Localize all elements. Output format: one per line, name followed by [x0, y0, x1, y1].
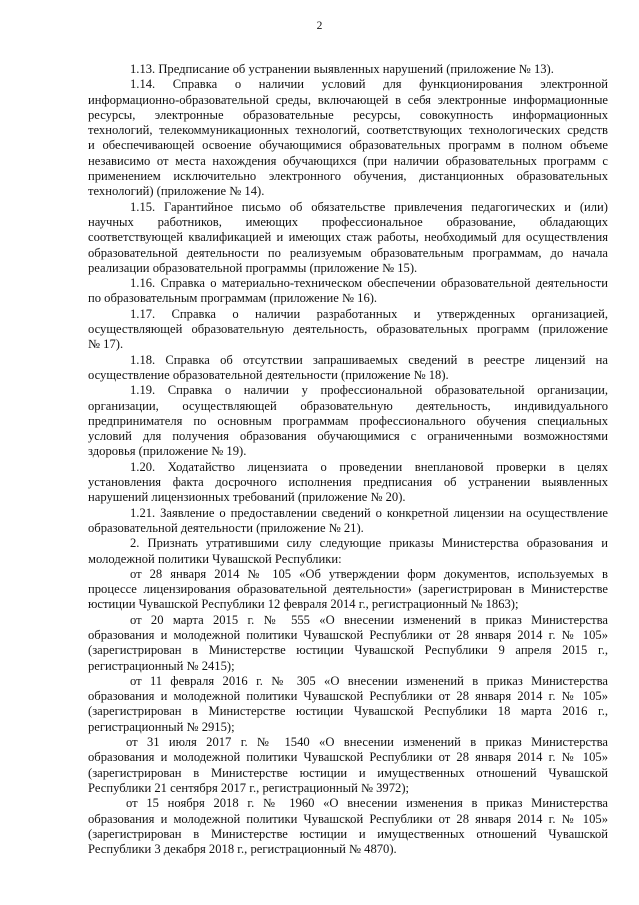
paragraph-line: 1.16. Справка о материально-техническом обеспечении образовательной деятельности: [130, 276, 608, 291]
paragraph-line: и обеспечивающей освоение обучающимися образовательных программ в полном объеме: [88, 138, 608, 153]
page-number: 2: [316, 20, 323, 32]
paragraph-line: регистрационный № 2415);: [88, 658, 235, 673]
paragraph-line: от 15 ноября 2018 г. № 1960 «О внесении изменения в приказ Министерства: [126, 796, 608, 811]
document-paragraph: [88, 460, 608, 506]
paragraph-line: юстиции Чувашской Республики 12 февраля 2014 г., регистрационный № 1863);: [88, 597, 519, 612]
paragraph-line: (зарегистрирован в Министерстве юстиции Чувашской Республики 9 апреля 2015 г.,: [88, 643, 608, 658]
paragraph-line: (зарегистрирован в Министерстве юстиции и имущественных отношений Чувашской: [88, 765, 608, 780]
paragraph-line: предпринимателя по основным программам профессионального обучения специальных: [88, 413, 608, 428]
paragraph-line: организации, осуществляющей образовательную деятельность, индивидуального: [88, 398, 608, 413]
paragraph-line: независимо от места нахождения обучающихся (при наличии образовательных программ с: [88, 153, 608, 168]
document-paragraph: [88, 796, 608, 857]
paragraph-line: 1.19. Справка о наличии у профессиональной образовательной организации,: [130, 383, 608, 398]
paragraph-line: 1.14. Справка о наличии условий для функционирования электронной: [130, 77, 608, 92]
document-paragraph: [88, 506, 608, 537]
document-paragraph: [88, 62, 608, 77]
paragraph-line: 1.20. Ходатайство лицензиата о проведении внеплановой проверки в целях: [130, 459, 608, 474]
paragraph-line: соответствующей квалификацией и имеющих стаж работы, необходимый для осуществления: [88, 230, 608, 245]
document-paragraph: [88, 276, 608, 307]
document-paragraph: [88, 383, 608, 459]
paragraph-line: применением исключительно электронного обучения, дистанционных образовательных: [88, 169, 608, 184]
paragraph-line: образовательной деятельности по реализуемым образовательным программам, до начала: [88, 245, 608, 260]
paragraph-line: 1.15. Гарантийное письмо об обязательстве привлечения педагогических и (или): [130, 199, 608, 214]
document-paragraph: [88, 613, 608, 674]
paragraph-line: молодежной политики Чувашской Республики:: [88, 551, 342, 566]
document-paragraph: [88, 536, 608, 567]
paragraph-line: осуществление образовательной деятельности (приложение № 18).: [88, 367, 449, 382]
paragraph-line: условий для получения образования обучающимися с ограниченными возможностями: [88, 429, 608, 444]
paragraph-line: (зарегистрирован в Министерстве юстиции и имущественных отношений Чувашской: [88, 826, 608, 841]
paragraph-line: 2. Признать утратившими силу следующие приказы Министерства образования и: [130, 536, 608, 551]
document-paragraph: [88, 307, 608, 353]
document-paragraph: [88, 200, 608, 276]
paragraph-line: процессе лицензирования образовательной деятельности» (зарегистрирован в Министерстве: [88, 582, 608, 597]
paragraph-line: здоровья (приложение № 19).: [88, 444, 247, 459]
paragraph-line: образовательной деятельности (приложение № 21).: [88, 520, 364, 535]
paragraph-line: 1.13. Предписание об устранении выявленных нарушений (приложение № 13).: [130, 62, 554, 76]
paragraph-line: образования и молодежной политики Чувашской Республики от 28 января 2014 г. № 105»: [88, 750, 608, 765]
paragraph-line: Республики 21 сентября 2017 г., регистрационный № 3972);: [88, 780, 410, 795]
paragraph-line: осуществляющей образовательную деятельность, образовательных программ (приложение: [88, 322, 608, 337]
paragraph-line: реализации образовательной программы (приложение № 15).: [88, 260, 418, 275]
paragraph-line: (зарегистрирован в Министерстве юстиции Чувашской Республики 18 марта 2016 г.,: [88, 704, 608, 719]
paragraph-line: от 11 февраля 2016 г. № 305 «О внесении изменений в приказ Министерства: [130, 673, 608, 688]
paragraph-line: информационно-образовательной среды, включающей в себя электронные информационные: [88, 92, 608, 107]
paragraph-line: нарушений лицензионных требований (приложение № 20).: [88, 490, 406, 505]
paragraph-line: 1.21. Заявление о предоставлении сведений о конкретной лицензии на осуществление: [130, 505, 608, 520]
paragraph-line: от 31 июля 2017 г. № 1540 «О внесении изменений в приказ Министерства: [126, 735, 608, 750]
paragraph-line: образования и молодежной политики Чувашской Республики от 28 января 2014 г. № 105»: [88, 627, 608, 642]
paragraph-line: образования и молодежной политики Чувашской Республики от 28 января 2014 г. № 105»: [88, 811, 608, 826]
paragraph-line: технологий, телекоммуникационных технологий, соответствующих технологических средств: [88, 123, 608, 138]
paragraph-line: ресурсы, электронные образовательные ресурсы, совокупность информационных: [88, 107, 608, 122]
paragraph-line: 1.18. Справка об отсутствии запрашиваемых сведений в реестре лицензий на: [130, 352, 608, 367]
paragraph-line: от 28 января 2014 № 105 «Об утверждении форм документов, используемых в: [130, 566, 608, 581]
paragraph-line: по образовательным программам (приложение № 16).: [88, 291, 378, 306]
paragraph-line: № 17).: [88, 337, 124, 352]
document-paragraph: [88, 353, 608, 384]
document-paragraph: [88, 735, 608, 796]
document-paragraph: [88, 77, 608, 199]
document-paragraph: [88, 674, 608, 735]
document-body: [88, 62, 608, 857]
paragraph-line: Республики 3 декабря 2018 г., регистрационный № 4870).: [88, 842, 397, 857]
paragraph-line: от 20 марта 2015 г. № 555 «О внесении изменений в приказ Министерства: [130, 612, 608, 627]
paragraph-line: регистрационный № 2915);: [88, 719, 235, 734]
paragraph-line: научных работников, имеющих профессиональное образование, обладающих: [88, 214, 608, 229]
paragraph-line: образования и молодежной политики Чувашской Республики от 28 января 2014 г. № 105»: [88, 689, 608, 704]
document-paragraph: [88, 567, 608, 613]
paragraph-line: 1.17. Справка о наличии разработанных и утвержденных организацией,: [130, 306, 608, 321]
paragraph-line: технологий) (приложение № 14).: [88, 184, 265, 199]
paragraph-line: установления факта досрочного исполнения предписания об устранении выявленных: [88, 475, 608, 490]
